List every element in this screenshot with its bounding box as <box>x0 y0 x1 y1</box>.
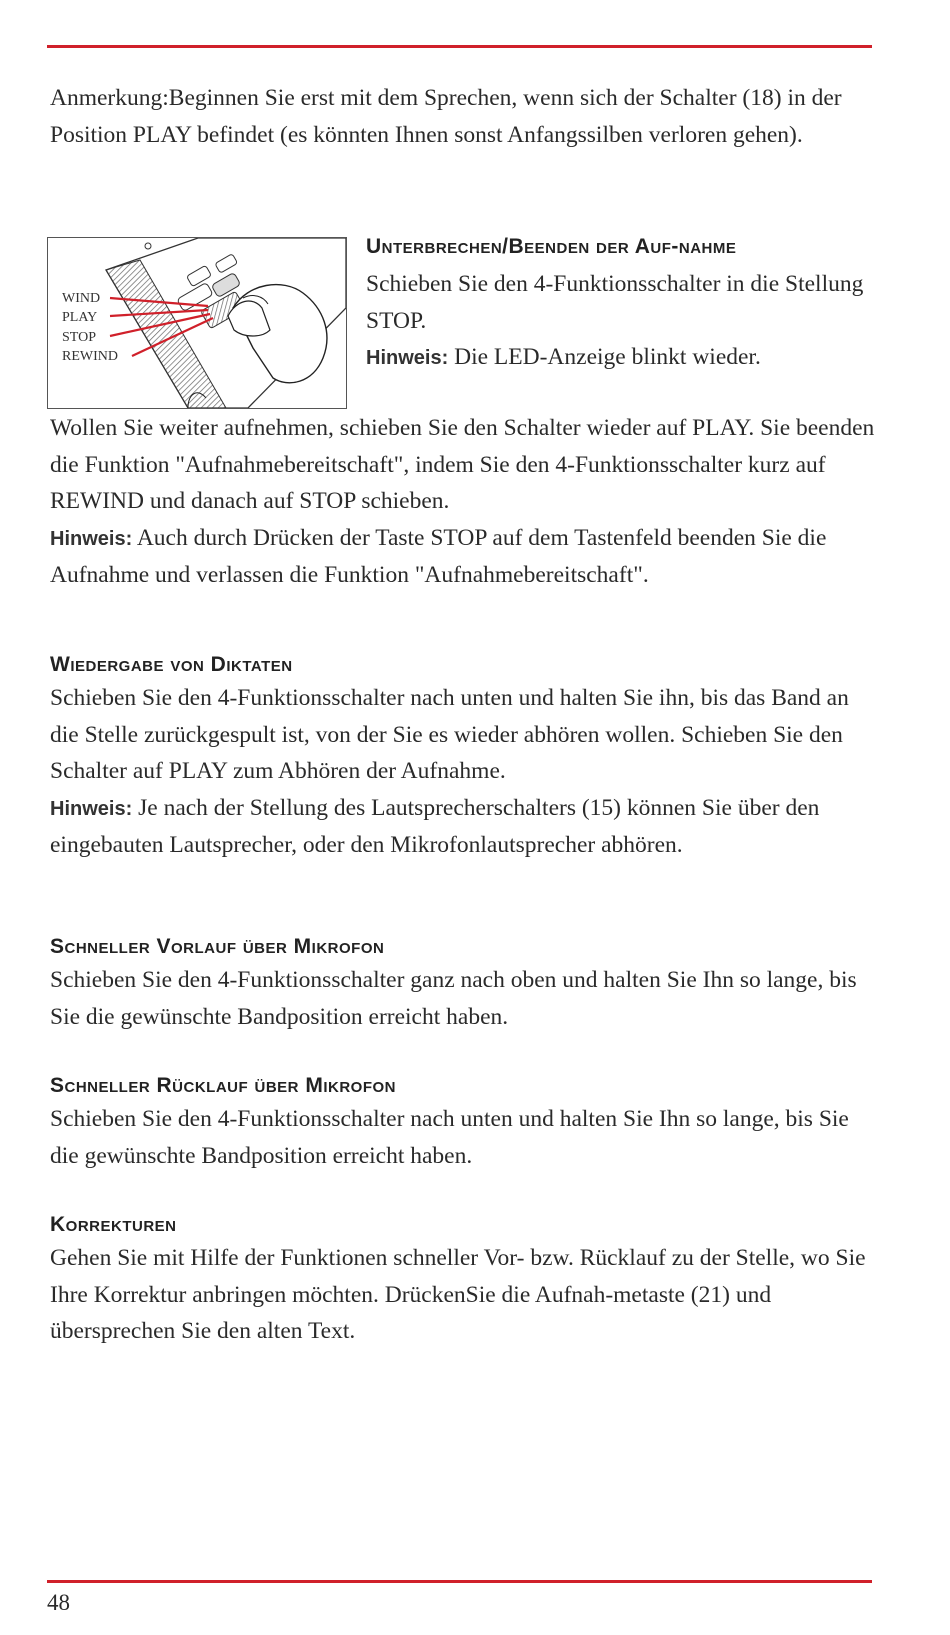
playback-paragraph: Schieben Sie den 4-Funktionsschalter nach unten und halten Sie ihn, bis das Band an die Stelle zurückgespult ist, von der Sie es wieder abhören wollen. Schieben Sie den Schalter auf PLAY zum Abhören der Aufnahme. <box>50 685 849 784</box>
section-fast-forward <box>50 932 880 1035</box>
footer-rule <box>47 1580 872 1583</box>
forward-paragraph: Schieben Sie den 4-Funktionsschalter ganz nach oben und halten Sie Ihn so lange, bis Sie die gewünschte Bandposition erreicht haben. <box>50 967 857 1030</box>
label-wind: WIND <box>62 291 101 306</box>
dictaphone-drawing <box>48 238 346 408</box>
stop-continued-paragraph: Wollen Sie weiter aufnehmen, schieben Sie den Schalter wieder auf PLAY. Sie beenden die Funktion "Aufnahmebereitschaft", indem Sie den 4-Funktionsschalter kurz auf REWIND und danach auf STOP schieben. <box>50 415 875 514</box>
note-label: Hinweis: <box>366 347 449 369</box>
intro-paragraph: Anmerkung:Beginnen Sie erst mit dem Sprechen, wenn sich der Schalter (18) in der Position PLAY befindet (es könnten Ihnen sonst Anfangssilben verloren gehen). <box>50 85 842 148</box>
note-text: Auch durch Drücken der Taste STOP auf dem Tastenfeld beenden Sie die Aufnahme und verlassen die Funktion "Aufnahmebereitschaft". <box>50 524 827 588</box>
intro-note <box>50 80 880 153</box>
section-heading-playback: Wiedergabe von Diktaten <box>50 653 293 676</box>
section-playback <box>50 650 880 864</box>
section-stop-continued <box>50 410 880 594</box>
note-text: Je nach der Stellung des Lautsprecherschalters (15) können Sie über den eingebauten Lautsprecher, oder den Mikrofonlautsprecher abhören. <box>50 794 820 858</box>
section-heading-stop: Unterbrechen/Beenden der Auf-nahme <box>366 235 737 258</box>
page-number: 48 <box>47 1590 70 1615</box>
stop-instruction: Schieben Sie den 4-Funktionsschalter in die Stellung STOP. <box>366 271 864 334</box>
stop-note <box>366 339 866 377</box>
section-heading-forward: Schneller Vorlauf über Mikrofon <box>50 935 385 958</box>
header-rule <box>47 45 872 48</box>
section-fast-rewind <box>50 1071 880 1174</box>
note-text: Die LED-Anzeige blinkt wieder. <box>448 344 761 370</box>
note-label: Hinweis: <box>50 797 133 820</box>
section-stop-recording <box>366 228 866 377</box>
stop-note-2 <box>50 520 880 594</box>
playback-note <box>50 790 880 864</box>
section-corrections <box>50 1210 880 1350</box>
label-stop: STOP <box>62 330 96 345</box>
corrections-paragraph: Gehen Sie mit Hilfe der Funktionen schneller Vor- bzw. Rücklauf zu der Stelle, wo Sie Ihre Korrektur anbringen möchten. DrückenSie die Aufnah-metaste (21) und übersprechen Sie den alten Text. <box>50 1245 866 1344</box>
label-play: PLAY <box>62 310 98 325</box>
label-rewind: REWIND <box>62 349 118 364</box>
rewind-paragraph: Schieben Sie den 4-Funktionsschalter nach unten und halten Sie Ihn so lange, bis Sie die gewünschte Bandposition erreicht haben. <box>50 1106 849 1169</box>
section-heading-rewind: Schneller Rücklauf über Mikrofon <box>50 1074 396 1097</box>
switch-illustration <box>47 237 347 409</box>
section-heading-corrections: Korrekturen <box>50 1213 177 1236</box>
note-label: Hinweis: <box>50 527 133 550</box>
